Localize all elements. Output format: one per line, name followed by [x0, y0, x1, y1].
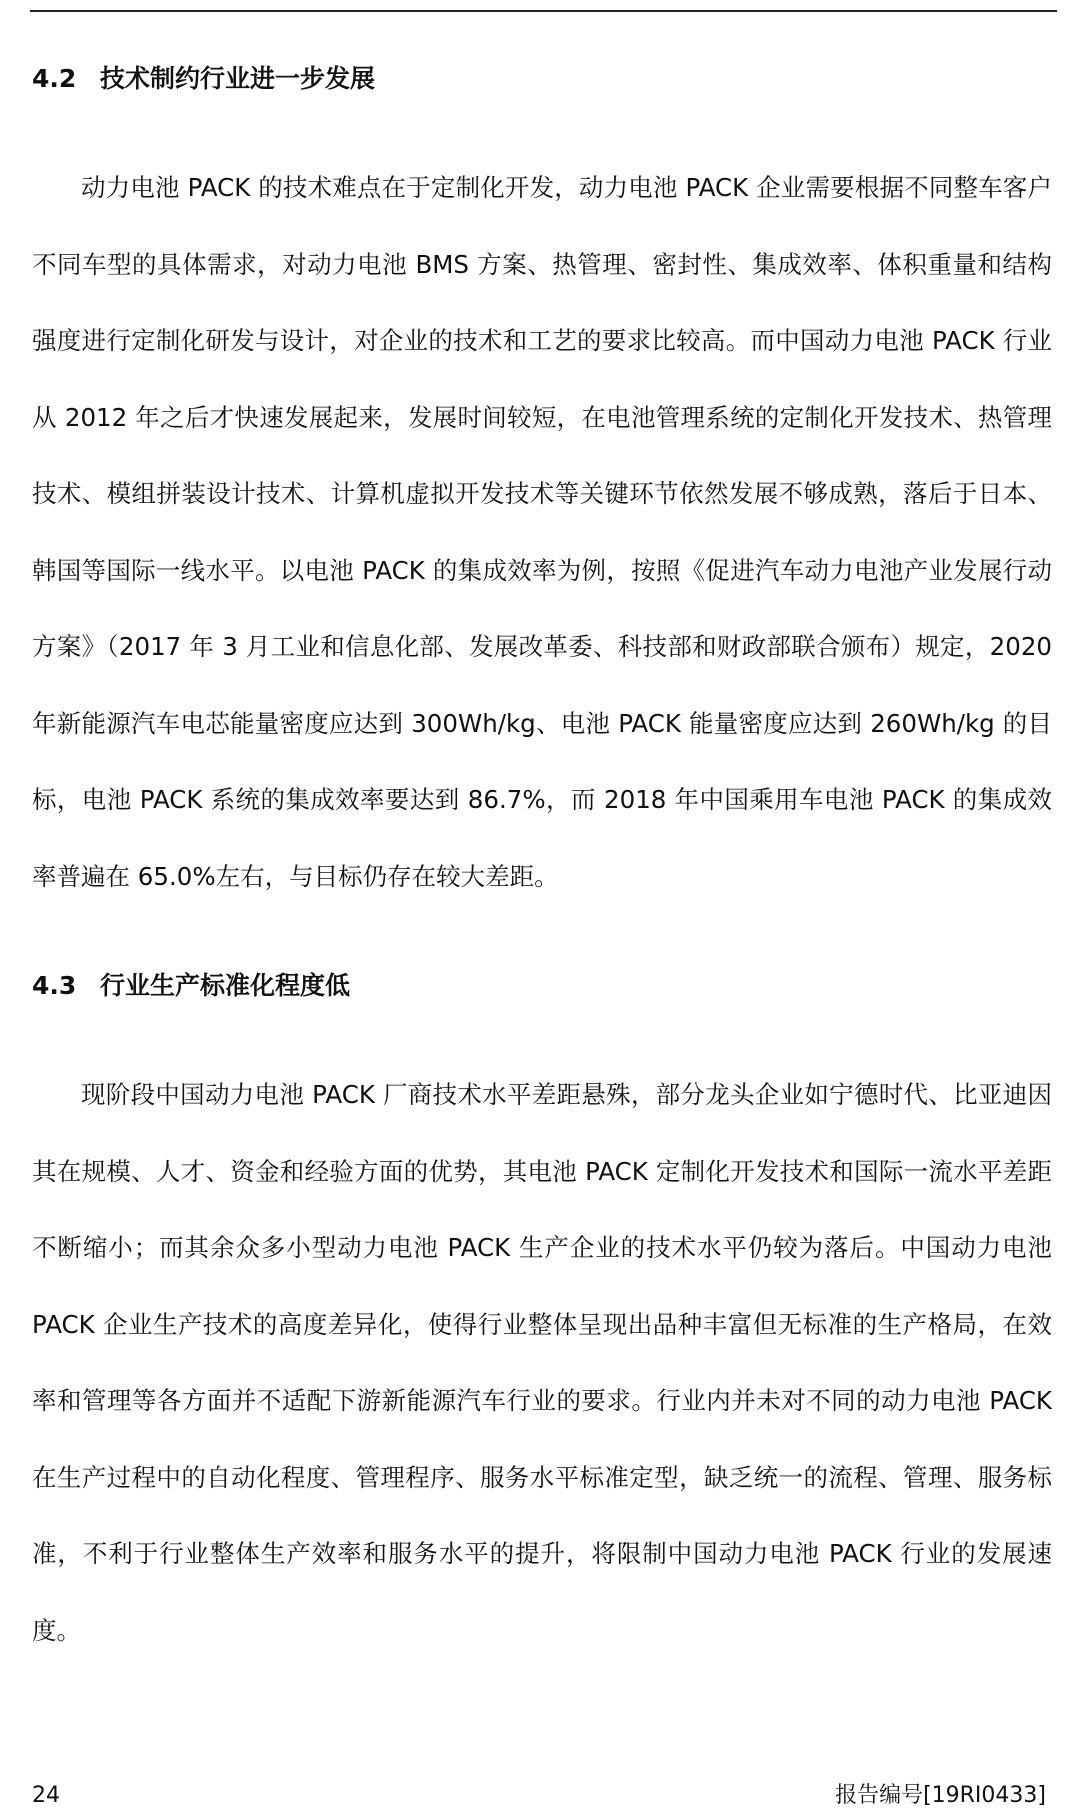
section-heading-4-3 — [32, 969, 350, 1003]
report-id: 报告编号[19RI0433] — [835, 1783, 1046, 1808]
section-4-3-paragraph: 现阶段中国动力电池 PACK 厂商技术水平差距悬殊，部分龙头企业如宁德时代、比亚迪因其在规模、人才、资金和经验方面的优势，其电池 PACK 定制化开发技术和国际一流水平差距不断缩小；而其余众多小型动力电池 PACK 生产企业的技术水平仍较为落后。中国动力电池 PACK 企业生产技术的高度差异化，使得行业整体呈现出品种丰富但无标准的生产格局，在效率和管理等各方面并不适配下游新能源汽车行业的要求。行业内并未对不同的动力电池 PACK 在生产过程中的自动化程度、管理程序、服务水平标准定型，缺乏统一的流程、管理、服务标准，不利于行业整体生产效率和服务水平的提升，将限制中国动力电池 PACK 行业的发展速度。 — [32, 1080, 1052, 1645]
section-title: 技术制约行业进一步发展 — [100, 64, 376, 93]
section-title: 行业生产标准化程度低 — [100, 971, 351, 1000]
section-heading-4-2 — [32, 62, 375, 96]
header-rule — [30, 10, 1057, 12]
section-4-2-paragraph: 动力电池 PACK 的技术难点在于定制化开发，动力电池 PACK 企业需要根据不同整车客户不同车型的具体需求，对动力电池 BMS 方案、热管理、密封性、集成效率、体积重量和结构强度进行定制化研发与设计，对企业的技术和工艺的要求比较高。而中国动力电池 PACK 行业从 2012 年之后才快速发展起来，发展时间较短，在电池管理系统的定制化开发技术、热管理技术、模组拼装设计技术、计算机虚拟开发技术等关键环节依然发展不够成熟，落后于日本、韩国等国际一线水平。以电池 PACK 的集成效率为例，按照《促进汽车动力电池产业发展行动方案》（2017 年 3 月工业和信息化部、发展改革委、科技部和财政部联合颁布）规定，2020 年新能源汽车电芯能量密度应达到 300Wh/kg、电池 PACK 能量密度应达到 260Wh/kg 的目标，电池 PACK 系统的集成效率要达到 86.7%，而 2018 年中国乘用车电池 PACK 的集成效率普遍在 65.0%左右，与目标仍存在较大差距。 — [32, 173, 1052, 891]
page-number: 24 — [32, 1783, 60, 1808]
section-number: 4.2 — [32, 64, 77, 93]
section-number: 4.3 — [32, 971, 77, 1000]
